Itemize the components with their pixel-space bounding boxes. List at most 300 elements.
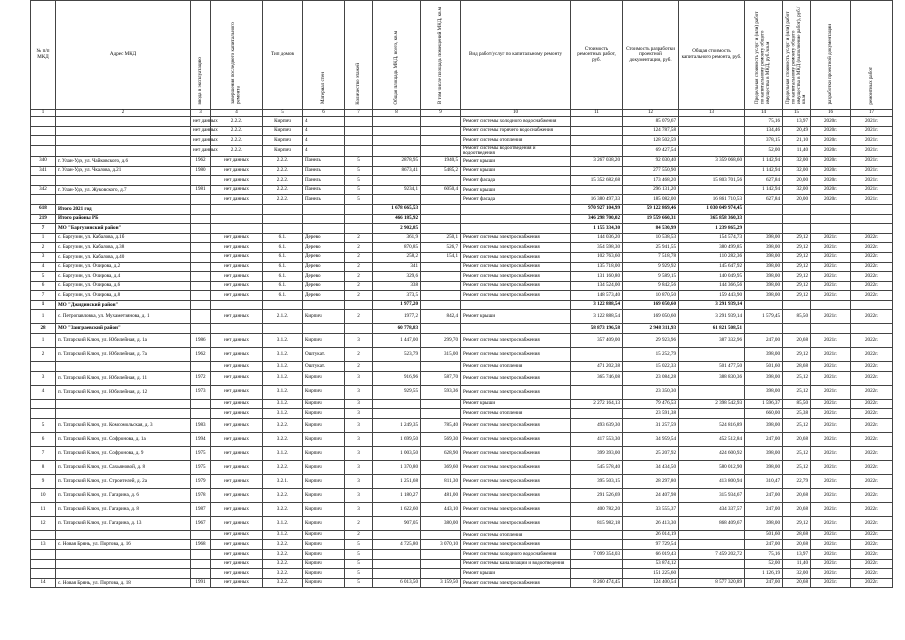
limit-cost-cell: 398,00 xyxy=(745,281,783,291)
last-repair-year-cell: 2.2.2. xyxy=(211,136,263,146)
design-year-cell: 2021г. xyxy=(811,446,851,460)
limit-cost-cell: 1 142,94 xyxy=(745,156,783,166)
design-cost-cell: 15 252,79 xyxy=(623,348,679,362)
address-cell: п. Татарский Ключ, ул. Гагарина, д. 13 xyxy=(56,516,191,530)
repair-cost-cell: 417 553,30 xyxy=(571,432,623,446)
address-cell: п. Татарский Ключ, ул. Гагарина, д. 8 xyxy=(56,502,191,516)
wall-material-cell: Панель xyxy=(303,166,345,176)
wall-material-cell: Кирпич xyxy=(303,516,345,530)
last-repair-year-cell xyxy=(211,204,263,214)
design-cost-cell: 9 842,56 xyxy=(623,281,679,291)
table-row xyxy=(31,371,893,385)
limit-cost-works-cell: 13,97 xyxy=(783,117,811,127)
premises-area-cell: 6050,4 xyxy=(421,185,461,195)
repair-cost-cell xyxy=(571,136,623,146)
design-year-cell: 2021г. xyxy=(811,272,851,282)
col-number-header: № п/п МКД xyxy=(31,1,56,110)
table-row xyxy=(31,516,893,530)
total-area-cell: 361,9 xyxy=(373,233,421,243)
table-row xyxy=(31,446,893,460)
floors-cell: 3 xyxy=(345,502,373,516)
wall-material-cell: Дерево xyxy=(303,243,345,253)
repair-cost-cell xyxy=(571,385,623,399)
column-number-cell: 5 xyxy=(263,110,303,117)
design-year-cell: 2021г. xyxy=(811,362,851,372)
commission-year-cell xyxy=(191,252,211,262)
table-row xyxy=(31,569,893,579)
limit-cost-works-cell: 25,12 xyxy=(783,371,811,385)
last-repair-year-cell: нет данных xyxy=(211,195,263,205)
limit-cost-cell: 398,00 xyxy=(745,252,783,262)
row-number-cell: 10 xyxy=(31,488,56,502)
repair-year-cell xyxy=(851,300,893,310)
design-cost-cell: 15 022,33 xyxy=(623,362,679,372)
repair-cost-cell: 135 718,00 xyxy=(571,262,623,272)
last-repair-year-cell: нет данных xyxy=(211,362,263,372)
wall-material-cell: Кирпич xyxy=(303,310,345,324)
col-last-repair-year-header: завершения последнего капитального ремонта xyxy=(211,1,263,110)
floors-cell: 2 xyxy=(345,252,373,262)
wall-material-cell: Кирпич xyxy=(303,550,345,560)
total-area-cell xyxy=(373,559,421,569)
last-repair-year-cell: нет данных xyxy=(211,243,263,253)
limit-cost-cell: 247,00 xyxy=(745,432,783,446)
premises-area-cell xyxy=(421,126,461,136)
work-type-cell: Ремонт фасада xyxy=(461,176,571,186)
premises-area-cell xyxy=(421,362,461,372)
total-cost-cell: 524 816,89 xyxy=(679,418,745,432)
total-area-cell xyxy=(373,117,421,127)
design-year-cell: 2021г. xyxy=(811,371,851,385)
repair-cost-cell: 3 122 888,54 xyxy=(571,310,623,324)
total-cost-cell: 3 291 939,14 xyxy=(679,300,745,310)
table-row xyxy=(31,310,893,324)
floors-cell xyxy=(345,300,373,310)
work-type-cell: Ремонт фасада xyxy=(461,195,571,205)
repair-cost-cell xyxy=(571,166,623,176)
work-type-cell: Ремонт системы отопления xyxy=(461,136,571,146)
floors-cell: 5 xyxy=(345,578,373,588)
premises-area-cell: 811,30 xyxy=(421,474,461,488)
limit-cost-cell: 398,00 xyxy=(745,291,783,301)
total-area-cell xyxy=(373,409,421,419)
last-repair-year-cell: нет данных xyxy=(211,166,263,176)
repair-cost-cell xyxy=(571,540,623,550)
wall-material-cell xyxy=(303,224,345,234)
row-number-cell xyxy=(31,569,56,579)
floors-cell: 2 xyxy=(345,281,373,291)
total-cost-cell xyxy=(679,530,745,540)
address-cell: с. Баргузин, ул. Кабалова, д.38 xyxy=(56,243,191,253)
premises-area-cell: 250,1 xyxy=(421,233,461,243)
floors-cell: 5 xyxy=(345,569,373,579)
design-year-cell xyxy=(811,214,851,224)
commission-year-cell xyxy=(191,204,211,214)
limit-cost-works-cell: 29,12 xyxy=(783,252,811,262)
total-cost-cell xyxy=(679,409,745,419)
wall-material-cell: Кирпич xyxy=(303,488,345,502)
repair-year-cell: 2022г. xyxy=(851,446,893,460)
last-repair-year-cell: нет данных xyxy=(211,460,263,474)
repair-year-cell: 2022г. xyxy=(851,334,893,348)
design-year-cell: 2021г. xyxy=(811,409,851,419)
total-area-cell: 523,79 xyxy=(373,348,421,362)
total-cost-cell: 3 359 068,60 xyxy=(679,156,745,166)
commission-year-cell xyxy=(191,530,211,540)
design-year-cell: 2021г. xyxy=(811,399,851,409)
address-cell: с. Баргузин, ул. Очирова, д.6 xyxy=(56,281,191,291)
address-cell: с. Баргузин, ул. Очирова, д.8 xyxy=(56,291,191,301)
commission-year-cell: 1967 xyxy=(191,516,211,530)
table-row xyxy=(31,117,893,127)
design-year-cell: 2020г. xyxy=(811,166,851,176)
repair-year-cell: 2022г. xyxy=(851,559,893,569)
commission-year-cell xyxy=(191,243,211,253)
wall-material-cell: 4 xyxy=(303,117,345,127)
total-cost-cell: 315 934,67 xyxy=(679,488,745,502)
floors-cell xyxy=(345,324,373,334)
last-repair-year-cell: нет данных xyxy=(211,252,263,262)
total-area-cell xyxy=(373,176,421,186)
design-year-cell: 2021г. xyxy=(811,474,851,488)
table-row xyxy=(31,252,893,262)
total-cost-cell: 110 282,36 xyxy=(679,252,745,262)
limit-cost-cell: 398,00 xyxy=(745,460,783,474)
floors-cell: 2 xyxy=(345,310,373,324)
address-cell: МО "Заиграевский район" xyxy=(56,324,191,334)
register-body xyxy=(31,1,893,588)
commission-year-cell: 1978 xyxy=(191,488,211,502)
row-number-cell: 618 xyxy=(31,204,56,214)
limit-cost-works-cell: 32,00 xyxy=(783,166,811,176)
floors-cell: 5 xyxy=(345,166,373,176)
design-cost-cell: 66 019,43 xyxy=(623,550,679,560)
design-year-cell: 2021г. xyxy=(811,262,851,272)
design-cost-cell: 185 082,00 xyxy=(623,195,679,205)
last-repair-year-cell: нет данных xyxy=(211,272,263,282)
work-type-cell: Ремонт системы электроснабжения xyxy=(461,262,571,272)
repair-cost-cell: 291 526,69 xyxy=(571,488,623,502)
repair-year-cell: 2022г. xyxy=(851,243,893,253)
repair-year-cell: 2021г. xyxy=(851,156,893,166)
total-cost-cell: 434 337,57 xyxy=(679,502,745,516)
limit-cost-works-cell: 32,00 xyxy=(783,569,811,579)
design-cost-cell: 173 468,20 xyxy=(623,176,679,186)
limit-cost-cell: 398,00 xyxy=(745,446,783,460)
house-type-cell: 2.1.2. xyxy=(263,310,303,324)
total-cost-cell xyxy=(679,348,745,362)
address-cell: Итого 2021 год xyxy=(56,204,191,214)
limit-cost-works-cell xyxy=(783,214,811,224)
house-type-cell xyxy=(263,300,303,310)
limit-cost-cell: 247,00 xyxy=(745,502,783,516)
limit-cost-works-cell: 11,40 xyxy=(783,559,811,569)
row-number-cell: 5 xyxy=(31,272,56,282)
floors-cell: 3 xyxy=(345,474,373,488)
house-type-cell: 3.1.2. xyxy=(263,362,303,372)
design-cost-cell: 25 941,55 xyxy=(623,243,679,253)
design-year-cell xyxy=(811,324,851,334)
total-area-cell: 1 003,50 xyxy=(373,446,421,460)
floors-cell: 5 xyxy=(345,176,373,186)
row-number-cell: 1 xyxy=(31,233,56,243)
house-type-cell xyxy=(263,224,303,234)
repair-year-cell xyxy=(851,204,893,214)
total-area-cell: 341 xyxy=(373,262,421,272)
house-type-cell: 3.2.2. xyxy=(263,502,303,516)
wall-material-cell: Кирпич xyxy=(303,540,345,550)
last-repair-year-cell: нет данных xyxy=(211,530,263,540)
row-number-cell: 5 xyxy=(31,418,56,432)
table-row xyxy=(31,281,893,291)
premises-area-cell: 3 159,50 xyxy=(421,578,461,588)
col-limit-cost-works-header: Предельная стоимость услуг и (или) работ по капитальному ремонту общего имущества в МКД (выполнение работ), руб./кв.м xyxy=(783,1,811,110)
col-limit-cost-header: Предельная стоимость услуг и (или) работ по капитальному ремонту общего имущества в МКД, руб./кв.м xyxy=(745,1,783,110)
work-type-cell: Ремонт системы отопления xyxy=(461,362,571,372)
limit-cost-works-cell: 21,10 xyxy=(783,136,811,146)
total-area-cell: 4 725,80 xyxy=(373,540,421,550)
premises-area-cell xyxy=(421,214,461,224)
repair-cost-cell: 148 573,40 xyxy=(571,291,623,301)
work-type-cell xyxy=(461,204,571,214)
limit-cost-cell xyxy=(745,214,783,224)
commission-year-cell xyxy=(191,399,211,409)
table-row xyxy=(31,156,893,166)
design-year-cell: 2021г. xyxy=(811,488,851,502)
work-type-cell: Ремонт системы электроснабжения xyxy=(461,540,571,550)
address-cell: с. Баргузин, ул. Кабалова, д.40 xyxy=(56,252,191,262)
repair-cost-cell: 471 202,38 xyxy=(571,362,623,372)
repair-year-cell: 2021г. xyxy=(851,195,893,205)
wall-material-cell: Панель xyxy=(303,156,345,166)
design-year-cell: 2021г. xyxy=(811,502,851,516)
address-cell: с. Новая Брянь, ул. Портова, д. 18 xyxy=(56,578,191,588)
premises-area-cell xyxy=(421,281,461,291)
table-row xyxy=(31,502,893,516)
floors-cell: 3 xyxy=(345,371,373,385)
total-area-cell xyxy=(373,530,421,540)
wall-material-cell: Кирпич xyxy=(303,559,345,569)
premises-area-cell xyxy=(421,559,461,569)
last-repair-year-cell: нет данных xyxy=(211,348,263,362)
design-year-cell: 2020г. xyxy=(811,156,851,166)
address-cell: с. Петропавловка, ул. Мухаметзянова, д. 1 xyxy=(56,310,191,324)
commission-year-cell: 1968 xyxy=(191,540,211,550)
total-cost-cell xyxy=(679,569,745,579)
floors-cell: 5 xyxy=(345,559,373,569)
wall-material-cell: Оштукат. xyxy=(303,348,345,362)
repair-cost-cell: 58 873 196,58 xyxy=(571,324,623,334)
row-number-cell: 3 xyxy=(31,371,56,385)
last-repair-year-cell: нет данных xyxy=(211,474,263,488)
house-type-cell: 3.1.2. xyxy=(263,348,303,362)
last-repair-year-cell xyxy=(211,224,263,234)
table-row xyxy=(31,530,893,540)
repair-year-cell: 2021г. xyxy=(851,117,893,127)
design-year-cell: 2020г. xyxy=(811,136,851,146)
repair-year-cell: 2022г. xyxy=(851,550,893,560)
repair-cost-cell: 3 122 888,54 xyxy=(571,300,623,310)
house-type-cell: 3.2.2. xyxy=(263,488,303,502)
floors-cell: 3 xyxy=(345,488,373,502)
premises-area-cell: 1940,5 xyxy=(421,156,461,166)
last-repair-year-cell: нет данных xyxy=(211,502,263,516)
column-number-cell: 16 xyxy=(811,110,851,117)
design-year-cell: 2020г. xyxy=(811,117,851,127)
repair-cost-cell: 400 782,20 xyxy=(571,502,623,516)
address-cell: п. Татарский Ключ, ул. Софронова, д. 9 xyxy=(56,446,191,460)
subtotal-row xyxy=(31,204,893,214)
row-number-cell: 6 xyxy=(31,432,56,446)
table-row xyxy=(31,145,893,156)
floors-cell: 3 xyxy=(345,460,373,474)
premises-area-cell: 628,90 xyxy=(421,446,461,460)
row-number-cell xyxy=(31,195,56,205)
limit-cost-works-cell: 32,00 xyxy=(783,156,811,166)
house-type-cell: Кирпич xyxy=(263,145,303,156)
total-area-cell xyxy=(373,145,421,156)
repair-year-cell: 2021г. xyxy=(851,166,893,176)
design-cost-cell: 23 591,38 xyxy=(623,409,679,419)
table-row xyxy=(31,291,893,301)
repair-cost-cell: 365 746,08 xyxy=(571,371,623,385)
floors-cell: 5 xyxy=(345,195,373,205)
work-type-cell: Ремонт системы электроснабжения xyxy=(461,243,571,253)
last-repair-year-cell: нет данных xyxy=(211,310,263,324)
limit-cost-cell: 398,00 xyxy=(745,516,783,530)
address-cell xyxy=(56,409,191,419)
wall-material-cell: 4 xyxy=(303,136,345,146)
limit-cost-works-cell: 20,68 xyxy=(783,540,811,550)
design-cost-cell: 9 589,15 xyxy=(623,272,679,282)
total-area-cell: 338 xyxy=(373,281,421,291)
design-year-cell: 2020г. xyxy=(811,145,851,156)
premises-area-cell: 587,70 xyxy=(421,371,461,385)
column-number-cell: 7 xyxy=(345,110,373,117)
limit-cost-cell xyxy=(745,204,783,214)
repair-cost-cell: 2 272 164,13 xyxy=(571,399,623,409)
table-row xyxy=(31,559,893,569)
limit-cost-cell: 378,15 xyxy=(745,136,783,146)
header-row xyxy=(31,1,893,110)
total-cost-cell xyxy=(679,540,745,550)
design-year-cell: 2021г. xyxy=(811,281,851,291)
col-design-year-header: разработки проектной документации xyxy=(811,1,851,110)
work-type-cell: Ремонт системы электроснабжения xyxy=(461,516,571,530)
repair-year-cell xyxy=(851,324,893,334)
repair-cost-cell: 395 503,15 xyxy=(571,474,623,488)
column-number-row xyxy=(31,110,893,117)
work-type-cell: Ремонт системы водоотведения и водоотведения xyxy=(461,145,571,156)
design-cost-cell: 25 207,92 xyxy=(623,446,679,460)
col-commission-year-header: ввода в эксплуатацию xyxy=(191,1,211,110)
limit-cost-cell: 1 142,94 xyxy=(745,166,783,176)
repair-cost-cell: 545 578,40 xyxy=(571,460,623,474)
row-number-cell: 3 xyxy=(31,252,56,262)
design-cost-cell: 19 559 660,31 xyxy=(623,214,679,224)
last-repair-year-cell xyxy=(211,300,263,310)
total-area-cell: 9234,1 xyxy=(373,185,421,195)
row-number-cell xyxy=(31,559,56,569)
repair-cost-cell xyxy=(571,348,623,362)
limit-cost-works-cell: 20,68 xyxy=(783,578,811,588)
work-type-cell: Ремонт системы электроснабжения xyxy=(461,334,571,348)
limit-cost-works-cell: 25,12 xyxy=(783,418,811,432)
repair-year-cell: 2021г. xyxy=(851,136,893,146)
work-type-cell: Ремонт системы электроснабжения xyxy=(461,371,571,385)
subtotal-row xyxy=(31,224,893,234)
house-type-cell: 3.2.2. xyxy=(263,540,303,550)
limit-cost-cell xyxy=(745,224,783,234)
floors-cell: 5 xyxy=(345,540,373,550)
design-year-cell: 2020г. xyxy=(811,176,851,186)
limit-cost-cell: 627,84 xyxy=(745,195,783,205)
commission-year-cell xyxy=(191,310,211,324)
wall-material-cell: Дерево xyxy=(303,272,345,282)
limit-cost-cell: 75,16 xyxy=(745,550,783,560)
address-cell xyxy=(56,569,191,579)
limit-cost-cell: 1 579,45 xyxy=(745,310,783,324)
wall-material-cell: Дерево xyxy=(303,233,345,243)
design-year-cell: 2020г. xyxy=(811,195,851,205)
limit-cost-works-cell: 20,68 xyxy=(783,502,811,516)
design-year-cell: 2021г. xyxy=(811,348,851,362)
address-cell xyxy=(56,136,191,146)
premises-area-cell: 5485,2 xyxy=(421,166,461,176)
address-cell xyxy=(56,117,191,127)
wall-material-cell: Оштукат. xyxy=(303,362,345,372)
table-row xyxy=(31,460,893,474)
work-type-cell: Ремонт системы электроснабжения xyxy=(461,272,571,282)
house-type-cell xyxy=(263,214,303,224)
premises-area-cell: 380,00 xyxy=(421,516,461,530)
col-total-cost-header: Общая стоимость капитального ремонта, руб. xyxy=(679,1,745,110)
limit-cost-cell: 501,60 xyxy=(745,362,783,372)
work-type-cell: Ремонт крыши xyxy=(461,399,571,409)
repair-year-cell: 2022г. xyxy=(851,516,893,530)
total-cost-cell: 380 499,85 xyxy=(679,243,745,253)
house-type-cell: 2.2.2. xyxy=(263,166,303,176)
total-area-cell: 870,85 xyxy=(373,243,421,253)
commission-year-cell: нет данных xyxy=(191,126,211,136)
limit-cost-cell: 75,16 xyxy=(745,117,783,127)
floors-cell: 5 xyxy=(345,185,373,195)
repair-year-cell: 2022г. xyxy=(851,502,893,516)
total-area-cell: 373,5 xyxy=(373,291,421,301)
limit-cost-works-cell: 25,12 xyxy=(783,460,811,474)
table-row xyxy=(31,195,893,205)
limit-cost-works-cell: 29,12 xyxy=(783,262,811,272)
limit-cost-cell: 1 596,37 xyxy=(745,399,783,409)
repair-year-cell: 2022г. xyxy=(851,252,893,262)
limit-cost-works-cell: 28,68 xyxy=(783,530,811,540)
floors-cell: 3 xyxy=(345,418,373,432)
house-type-cell: 6.1. xyxy=(263,272,303,282)
row-number-cell: 7 xyxy=(31,224,56,234)
limit-cost-works-cell: 20,00 xyxy=(783,195,811,205)
column-number-cell: 14 xyxy=(745,110,783,117)
commission-year-cell xyxy=(191,550,211,560)
last-repair-year-cell: нет данных xyxy=(211,185,263,195)
design-cost-cell: 69 427,54 xyxy=(623,145,679,156)
floors-cell xyxy=(345,214,373,224)
table-row xyxy=(31,176,893,186)
total-cost-cell: 868 409,67 xyxy=(679,516,745,530)
total-cost-cell xyxy=(679,145,745,156)
row-number-cell: 1 xyxy=(31,310,56,324)
floors-cell: 2 xyxy=(345,233,373,243)
total-cost-cell: 3 291 939,14 xyxy=(679,310,745,324)
